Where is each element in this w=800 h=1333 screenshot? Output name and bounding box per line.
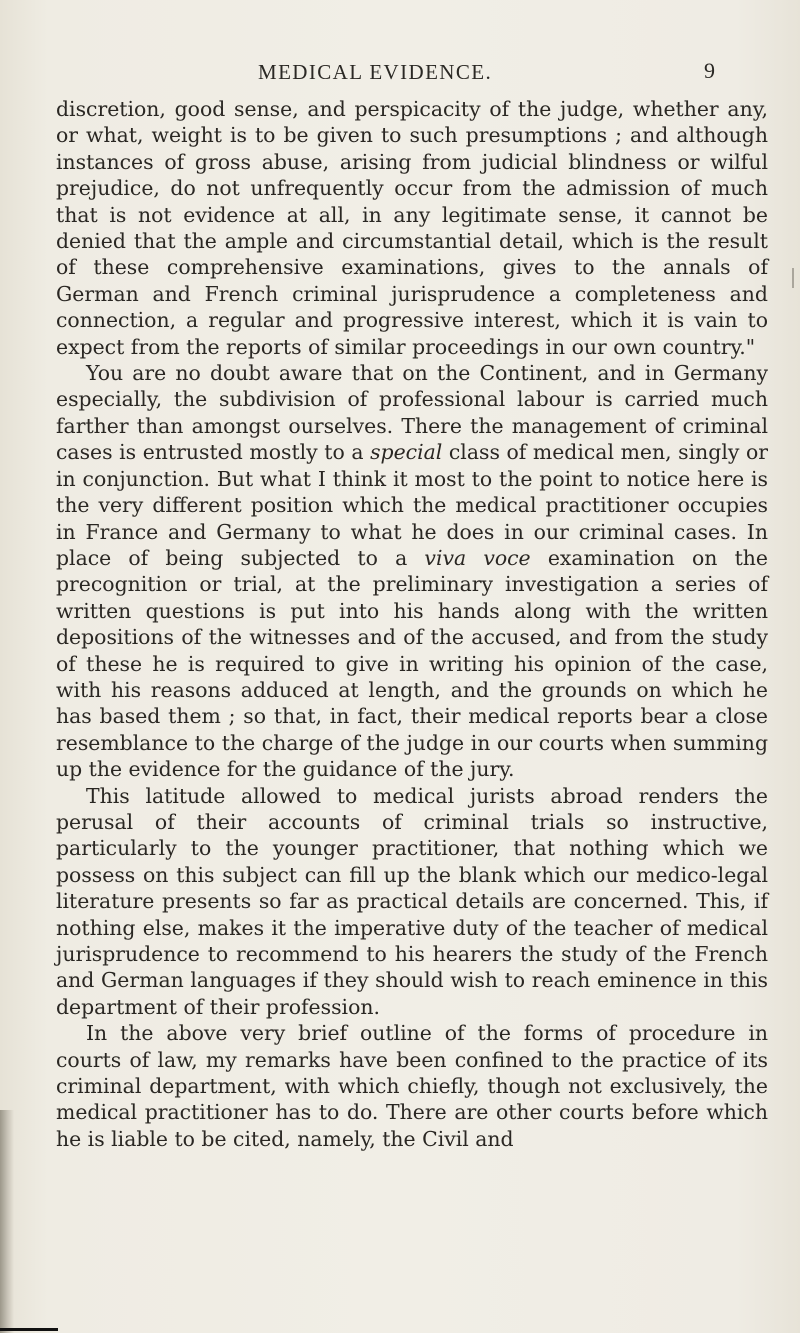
paragraph-2-part-b: class of medical men, singly or in conjunction. But what I think it most to the point to notice here is the very different position which the medical practitioner occupies in France and Germany to what he does in our criminal cases. In place of being subjected to a xyxy=(56,440,768,570)
paragraph-2-part-c: examination on the precognition or trial, at the preliminary investigation a series of written questions is put into his hands along with the written depositions of the witnesses and of the accused, and from the study of these he is required to give in writing his opinion of the case, with his reasons adduced at length, and the grounds on which he has based them ; so that, in fact, their medical reports bear a close resemblance to the charge of the judge in our courts when summing up the evidence for the guidance of the jury. xyxy=(56,545,768,782)
page-number: 9 xyxy=(704,58,715,83)
paragraph-2-part-a: You are no doubt aware that on the Continent, and in Germany especially, the subdivision of professional labour is carried much farther than amongst ourselves. There the management of criminal cases is entrusted mostly to a xyxy=(56,361,768,465)
margin-mark xyxy=(792,268,794,288)
page-header xyxy=(0,54,800,88)
paragraph-4: In the above very brief outline of the forms of procedure in courts of law, my remarks have been confined to the practice of its criminal department, with which chiefly, though not exclusively, the medical practitioner has to do. There are other courts before which he is liable to be cited, namely, the Civil and xyxy=(56,1021,768,1151)
running-head: MEDICAL EVIDENCE. xyxy=(258,60,493,84)
body-text xyxy=(56,96,768,1152)
emphasis-special: special xyxy=(370,440,443,465)
page-edge-rule xyxy=(0,1328,58,1331)
paragraph-3: This latitude allowed to medical jurists abroad renders the perusal of their accounts of criminal trials so instructive, particularly to the younger practitioner, that nothing which we possess on this subject can fill up the blank which our medico-legal literature presents so far as practical details are concerned. This, if nothing else, makes it the imperative duty of the teacher of medical jurisprudence to recommend to his hearers the study of the French and German languages if they should wish to reach eminence in this department of their profession. xyxy=(56,783,768,1019)
emphasis-viva-voce: viva voce xyxy=(424,545,531,570)
paragraph-1: discretion, good sense, and perspicacity of the judge, whether any, or what, weight is to be given to such presumptions ; and although instances of gross abuse, arising from judicial blindness or wilful prejudice, do not unfrequently occur from the admission of much that is not evidence at all, in any legitimate sense, it cannot be denied that the ample and circumstantial detail, which is the result of these comprehensive examinations, gives to the annals of German and French criminal jurisprudence a completeness and connection, a regular and progressive interest, which it is vain to expect from the reports of similar proceedings in our own country." xyxy=(56,97,768,359)
paragraph-2 xyxy=(56,360,768,783)
binding-shadow xyxy=(0,1110,14,1333)
